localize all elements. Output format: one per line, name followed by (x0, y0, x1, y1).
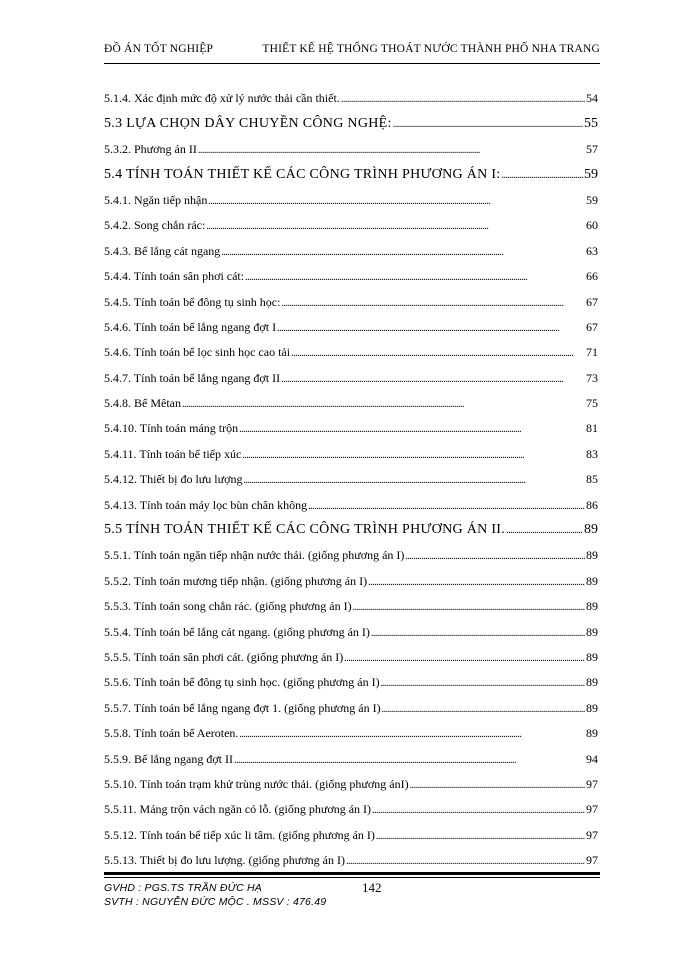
toc-dot-leader (346, 856, 585, 867)
toc-entry-title: 5.5.9. Bể lắng ngang đợt II (104, 751, 233, 766)
toc-entry-row[interactable] (104, 86, 598, 111)
toc-entry-row[interactable] (104, 441, 598, 466)
toc-entry-row[interactable] (104, 365, 598, 390)
toc-entry-page: 89 (586, 675, 598, 690)
toc-entry-row[interactable] (104, 238, 598, 263)
toc-entry-title: 5.4.3. Bể lắng cát ngang (104, 243, 221, 258)
toc-dot-leader (208, 196, 585, 207)
toc-entry-page: 73 (586, 370, 598, 385)
toc-entry-row[interactable] (104, 772, 598, 797)
toc-entry-title: 5.1.4. Xác định mức độ xử lý nước thải cần thiết. (104, 91, 340, 106)
toc-entry-row[interactable] (104, 416, 598, 441)
page-header (104, 40, 600, 60)
toc-dot-leader (376, 831, 585, 842)
toc-entry-page: 97 (586, 776, 598, 791)
toc-dot-leader (221, 247, 585, 258)
toc-dot-leader (506, 525, 583, 536)
page-footer (104, 880, 600, 920)
toc-entry-page: 59 (586, 192, 598, 207)
toc-entry-row[interactable] (104, 695, 598, 720)
toc-entry-page: 54 (586, 91, 598, 106)
toc-entry-page: 89 (586, 573, 598, 588)
toc-dot-leader (393, 119, 583, 130)
toc-entry-title: 5.5.11. Máng trộn vách ngăn có lỗ. (giống phương án I) (104, 802, 372, 817)
footer-supervisor: GVHD : PGS.TS TRẦN ĐỨC HẠ (104, 882, 263, 894)
toc-entry-title: 5.4.1. Ngăn tiếp nhận (104, 192, 208, 207)
header-right-title: THIẾT KẾ HỆ THỐNG THOÁT NƯỚC THÀNH PHỐ NHA TRANG (262, 43, 600, 55)
toc-dot-leader (371, 628, 585, 639)
toc-entry-title: 5.4.2. Song chắn rác: (104, 218, 206, 233)
toc-entry-title: 5.5.8. Tính toán bể Aeroten. (104, 726, 239, 741)
toc-dot-leader (243, 475, 585, 486)
toc-entry-row[interactable] (104, 213, 598, 238)
toc-entry-title: 5.4.10. Tính toán máng trộn (104, 421, 239, 436)
toc-entry-page: 89 (586, 548, 598, 563)
toc-entry-row[interactable] (104, 340, 598, 365)
toc-dot-leader (281, 374, 585, 385)
toc-dot-leader (410, 780, 585, 791)
toc-entry-page: 97 (586, 827, 598, 842)
toc-dot-leader (344, 653, 585, 664)
toc-entry-page: 59 (584, 166, 598, 182)
toc-section-row[interactable] (104, 518, 598, 543)
toc-dot-leader (308, 501, 585, 512)
footer-rule-thick (104, 872, 600, 875)
page-number: 142 (362, 880, 382, 895)
toc-entry-row[interactable] (104, 594, 598, 619)
toc-entry-title: 5.4.11. Tính toán bể tiếp xúc (104, 446, 242, 461)
toc-entry-page: 75 (586, 396, 598, 411)
toc-entry-title: 5.4.13. Tính toán máy lọc bùn chân không (104, 497, 308, 512)
toc-dot-leader (501, 170, 583, 181)
table-of-contents (104, 86, 598, 873)
toc-entry-row[interactable] (104, 391, 598, 416)
toc-section-row[interactable] (104, 162, 598, 187)
toc-entry-page: 89 (586, 726, 598, 741)
toc-entry-row[interactable] (104, 670, 598, 695)
toc-entry-page: 89 (584, 522, 598, 538)
toc-dot-leader (234, 755, 585, 766)
toc-entry-page: 55 (584, 115, 598, 131)
toc-entry-title: 5.5.10. Tính toán trạm khử trùng nước thải. (giống phương ánI) (104, 776, 409, 791)
toc-entry-row[interactable] (104, 264, 598, 289)
footer-rule-thin (104, 877, 600, 878)
toc-dot-leader (277, 323, 585, 334)
toc-dot-leader (372, 805, 585, 816)
toc-dot-leader (242, 450, 585, 461)
toc-entry-title: 5.4 TÍNH TOÁN THIẾT KẾ CÁC CÔNG TRÌNH PHƯƠNG ÁN I: (104, 166, 501, 182)
toc-entry-title: 5.5.4. Tính toán bể lắng cát ngang. (giống phương án I) (104, 624, 370, 639)
toc-entry-title: 5.5.13. Thiết bị đo lưu lượng. (giống phương án I) (104, 853, 345, 868)
footer-student: SVTH : NGUYỄN ĐỨC MỘC . MSSV : 476.49 (104, 896, 327, 908)
toc-entry-title: 5.5.6. Tính toán bể đông tụ sinh học. (giống phương án I) (104, 675, 380, 690)
toc-entry-title: 5.5.12. Tính toán bể tiếp xúc li tâm. (giống phương án I) (104, 827, 375, 842)
toc-dot-leader (281, 298, 585, 309)
toc-entry-title: 5.3 LỰA CHỌN DÂY CHUYỀN CÔNG NGHỆ: (104, 115, 392, 131)
toc-entry-page: 97 (586, 853, 598, 868)
toc-entry-title: 5.5.5. Tính toán sân phơi cát. (giống phương án I) (104, 649, 344, 664)
toc-entry-title: 5.4.6. Tính toán bể lọc sinh học cao tải (104, 345, 291, 360)
toc-entry-row[interactable] (104, 467, 598, 492)
toc-entry-row[interactable] (104, 315, 598, 340)
toc-dot-leader (353, 602, 585, 613)
toc-entry-row[interactable] (104, 543, 598, 568)
toc-dot-leader (341, 94, 585, 105)
toc-entry-row[interactable] (104, 619, 598, 644)
toc-entry-row[interactable] (104, 645, 598, 670)
toc-entry-title: 5.4.4. Tính toán sân phơi cát: (104, 269, 245, 284)
toc-entry-title: 5.5.7. Tính toán bể lắng ngang đợt 1. (giống phương án I) (104, 700, 381, 715)
toc-entry-page: 81 (586, 421, 598, 436)
toc-entry-page: 71 (586, 345, 598, 360)
toc-entry-page: 86 (586, 497, 598, 512)
toc-entry-row[interactable] (104, 746, 598, 771)
toc-entry-title: 5.4.8. Bể Mêtan (104, 396, 181, 411)
toc-entry-title: 5.4.7. Tính toán bể lắng ngang đợt II (104, 370, 281, 385)
toc-entry-page: 83 (586, 446, 598, 461)
toc-entry-title: 5.5 TÍNH TOÁN THIẾT KẾ CÁC CÔNG TRÌNH PHƯƠNG ÁN II. (104, 522, 506, 538)
toc-entry-page: 89 (586, 649, 598, 664)
toc-dot-leader (206, 221, 585, 232)
toc-entry-title: 5.3.2. Phương án II (104, 142, 197, 157)
toc-entry-page: 67 (586, 294, 598, 309)
toc-entry-page: 63 (586, 243, 598, 258)
toc-dot-leader (182, 399, 585, 410)
toc-entry-page: 89 (586, 599, 598, 614)
toc-dot-leader (405, 551, 585, 562)
toc-entry-page: 94 (586, 751, 598, 766)
toc-entry-row[interactable] (104, 797, 598, 822)
toc-dot-leader (245, 272, 585, 283)
toc-entry-row[interactable] (104, 848, 598, 873)
toc-entry-title: 5.4.5. Tính toán bể đông tụ sinh học: (104, 294, 281, 309)
toc-section-row[interactable] (104, 111, 598, 136)
toc-dot-leader (382, 704, 585, 715)
toc-dot-leader (381, 678, 585, 689)
toc-dot-leader (239, 424, 585, 435)
header-left-title: ĐỒ ÁN TỐT NGHIỆP (104, 43, 214, 55)
toc-entry-row[interactable] (104, 568, 598, 593)
toc-dot-leader (368, 577, 585, 588)
toc-entry-row[interactable] (104, 721, 598, 746)
toc-entry-row[interactable] (104, 188, 598, 213)
toc-dot-leader (239, 729, 585, 740)
toc-entry-title: 5.4.6. Tính toán bể lắng ngang đợt I (104, 319, 277, 334)
toc-entry-row[interactable] (104, 289, 598, 314)
header-rule (104, 63, 600, 64)
toc-entry-page: 60 (586, 218, 598, 233)
toc-dot-leader (198, 145, 585, 156)
toc-entry-title: 5.5.2. Tính toán mương tiếp nhận. (giống phương án I) (104, 573, 368, 588)
toc-entry-title: 5.4.12. Thiết bị đo lưu lượng (104, 472, 243, 487)
toc-entry-page: 89 (586, 624, 598, 639)
toc-entry-page: 89 (586, 700, 598, 715)
toc-entry-page: 57 (586, 142, 598, 157)
toc-entry-row[interactable] (104, 137, 598, 162)
toc-entry-title: 5.5.3. Tính toán song chắn rác. (giống phương án I) (104, 599, 352, 614)
toc-dot-leader (291, 348, 585, 359)
toc-entry-page: 66 (586, 269, 598, 284)
toc-entry-row[interactable] (104, 492, 598, 517)
toc-entry-page: 67 (586, 319, 598, 334)
toc-entry-row[interactable] (104, 822, 598, 847)
toc-entry-title: 5.5.1. Tính toán ngăn tiếp nhận nước thải. (giống phương án I) (104, 548, 405, 563)
toc-entry-page: 85 (586, 472, 598, 487)
toc-entry-page: 97 (586, 802, 598, 817)
